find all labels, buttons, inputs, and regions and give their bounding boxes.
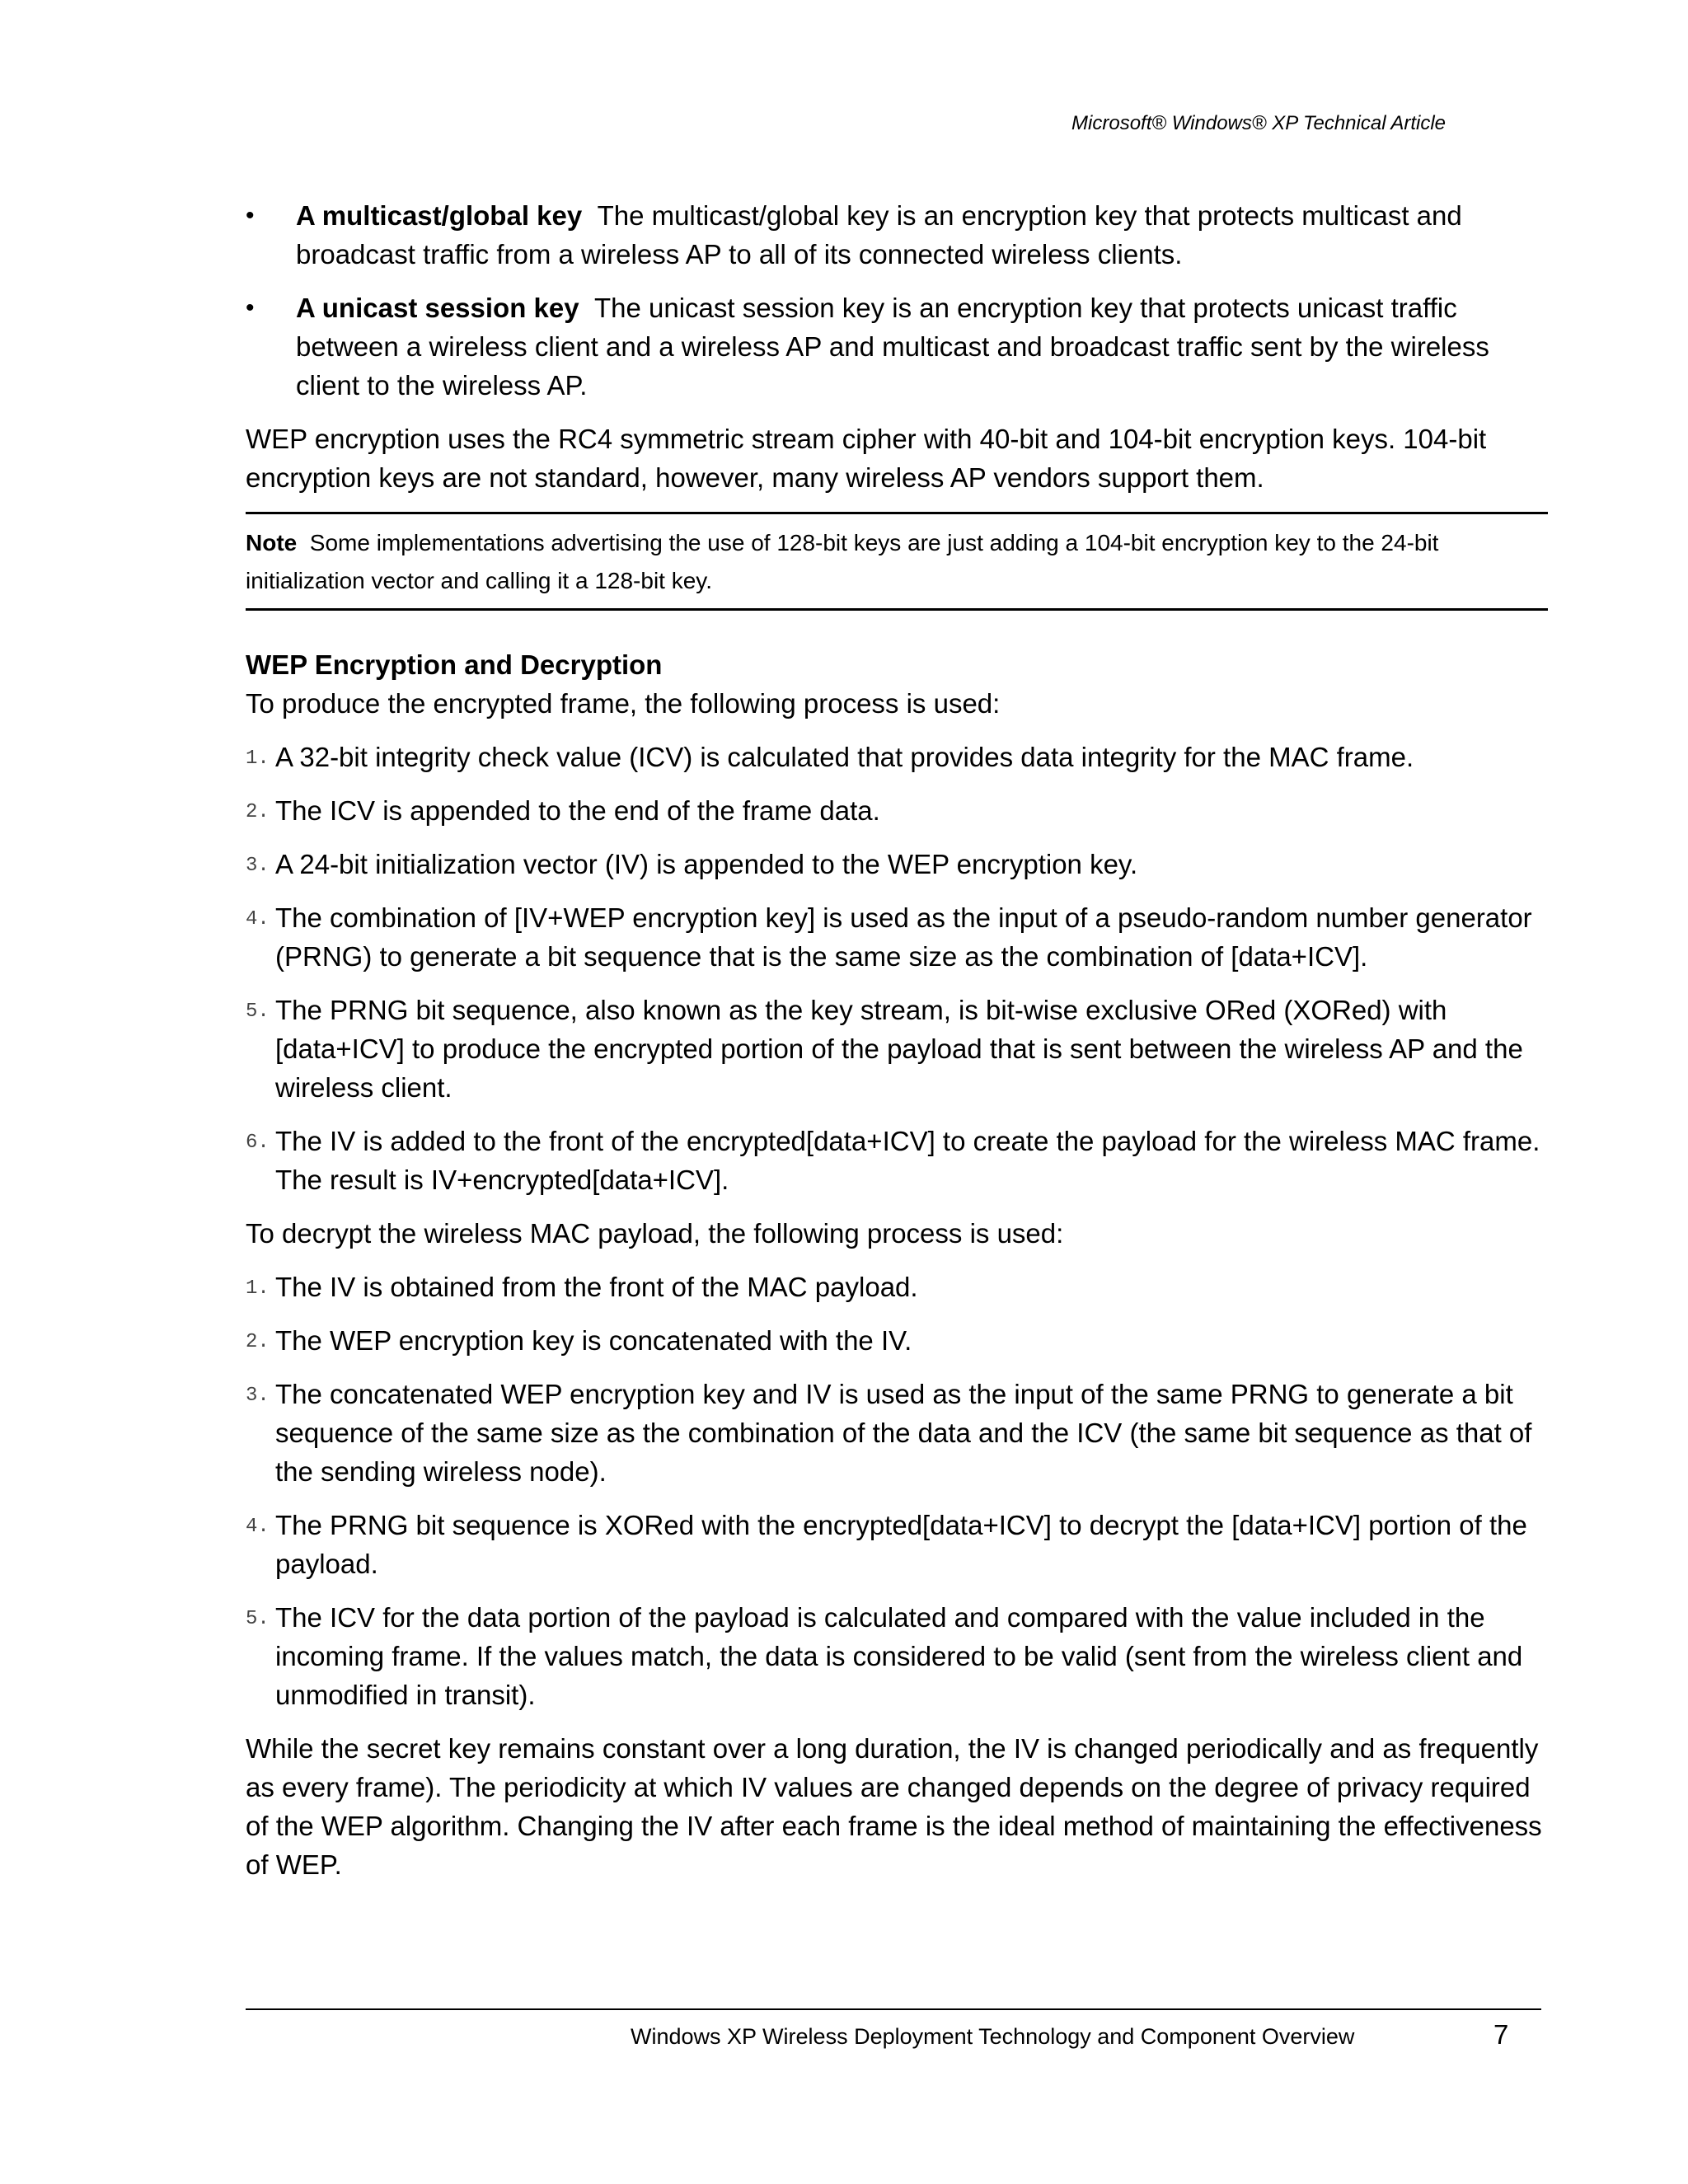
- list-text: The ICV for the data portion of the payload is calculated and compared with the value included in the incoming frame. If the values match, the data is considered to be valid (sent from the wireless client and unmodified in transit).: [275, 1602, 1523, 1710]
- encrypt-steps-list: [246, 738, 1548, 1199]
- bullet-icon: •: [246, 202, 255, 229]
- list-number: 2.: [246, 801, 270, 823]
- encrypt-intro: To produce the encrypted frame, the following process is used:: [246, 688, 1001, 719]
- intro-paragraph: WEP encryption uses the RC4 symmetric stream cipher with 40-bit and 104-bit encryption keys. 104-bit encryption keys are not standard, however, many wireless AP vendors support them.: [246, 424, 1487, 493]
- page-number: 7: [1493, 2019, 1509, 2050]
- list-text: The IV is obtained from the front of the MAC payload.: [275, 1272, 918, 1302]
- list-number: 1.: [246, 748, 270, 770]
- closing-paragraph: While the secret key remains constant over a long duration, the IV is changed periodically and as frequently as every frame). The periodicity at which IV values are changed depends on the degree of privacy required of the WEP algorithm. Changing the IV after each frame is the ideal method of maintaining the effectiveness of WEP.: [246, 1733, 1542, 1880]
- list-number: 4.: [246, 1516, 270, 1538]
- decrypt-intro: To decrypt the wireless MAC payload, the following process is used:: [246, 1218, 1064, 1249]
- list-number: 6.: [246, 1132, 270, 1154]
- list-text: A 32-bit integrity check value (ICV) is calculated that provides data integrity for the MAC frame.: [275, 742, 1414, 772]
- document-body: [246, 196, 1548, 1899]
- list-item: [246, 1506, 1548, 1583]
- list-text: The IV is added to the front of the encrypted[data+ICV] to create the payload for the wireless MAC frame. The result is IV+encrypted[data+ICV].: [275, 1126, 1540, 1195]
- list-number: 3.: [246, 1385, 270, 1407]
- decrypt-steps-list: [246, 1268, 1548, 1714]
- list-item: [246, 1122, 1548, 1199]
- list-number: 3.: [246, 855, 270, 877]
- note-label: Note: [246, 530, 298, 555]
- list-item: [246, 845, 1548, 883]
- bullet-icon: •: [246, 294, 255, 321]
- list-number: 5.: [246, 1608, 270, 1630]
- bullet-term: A multicast/global key: [296, 200, 583, 231]
- list-text: A 24-bit initialization vector (IV) is appended to the WEP encryption key.: [275, 849, 1138, 879]
- list-text: The combination of [IV+WEP encryption key] is used as the input of a pseudo-random number generator (PRNG) to generate a bit sequence that is the same size as the combination of [data+ICV].: [275, 902, 1532, 972]
- note-text: Some implementations advertising the use of 128-bit keys are just adding a 104-bit encryption key to the 24-bit initialization vector and calling it a 128-bit key.: [246, 530, 1439, 593]
- bullet-term: A unicast session key: [296, 293, 579, 323]
- note-box: [246, 512, 1548, 611]
- list-number: 4.: [246, 908, 270, 930]
- list-text: The concatenated WEP encryption key and IV is used as the input of the same PRNG to generate a bit sequence of the same size as the combination of the data and the ICV (the same bit sequence as that of the sending wireless node).: [275, 1379, 1532, 1487]
- list-text: The PRNG bit sequence, also known as the key stream, is bit-wise exclusive ORed (XORed) with [data+ICV] to produce the encrypted portion of the payload that is sent between the wireless AP and the wireless client.: [275, 995, 1523, 1103]
- list-item: [246, 991, 1548, 1107]
- list-number: 1.: [246, 1277, 270, 1300]
- list-text: The PRNG bit sequence is XORed with the encrypted[data+ICV] to decrypt the [data+ICV] portion of the payload.: [275, 1510, 1527, 1579]
- bullet-text: The unicast session key is an encryption key that protects unicast traffic between a wireless client and a wireless AP and multicast and broadcast traffic sent by the wireless client to the wireless AP.: [296, 293, 1489, 401]
- list-text: The ICV is appended to the end of the frame data.: [275, 795, 880, 826]
- list-item: [246, 738, 1548, 776]
- list-item: [246, 898, 1548, 976]
- list-item: [246, 1268, 1548, 1306]
- list-text: The WEP encryption key is concatenated with the IV.: [275, 1325, 912, 1356]
- list-number: 5.: [246, 1001, 270, 1023]
- section-heading: WEP Encryption and Decryption: [246, 649, 663, 680]
- footer-divider: [246, 2008, 1541, 2010]
- footer-title: Windows XP Wireless Deployment Technology and Component Overview: [631, 2024, 1355, 2049]
- bullet-text: The multicast/global key is an encryption key that protects multicast and broadcast traffic from a wireless AP to all of its connected wireless clients.: [296, 200, 1462, 269]
- bullet-item-multicast-key: [246, 196, 1548, 274]
- list-item: [246, 1321, 1548, 1360]
- page-header: Microsoft® Windows® XP Technical Article: [1071, 112, 1446, 134]
- bullet-item-unicast-key: [246, 288, 1548, 405]
- list-item: [246, 791, 1548, 830]
- list-item: [246, 1375, 1548, 1491]
- list-item: [246, 1598, 1548, 1714]
- list-number: 2.: [246, 1331, 270, 1353]
